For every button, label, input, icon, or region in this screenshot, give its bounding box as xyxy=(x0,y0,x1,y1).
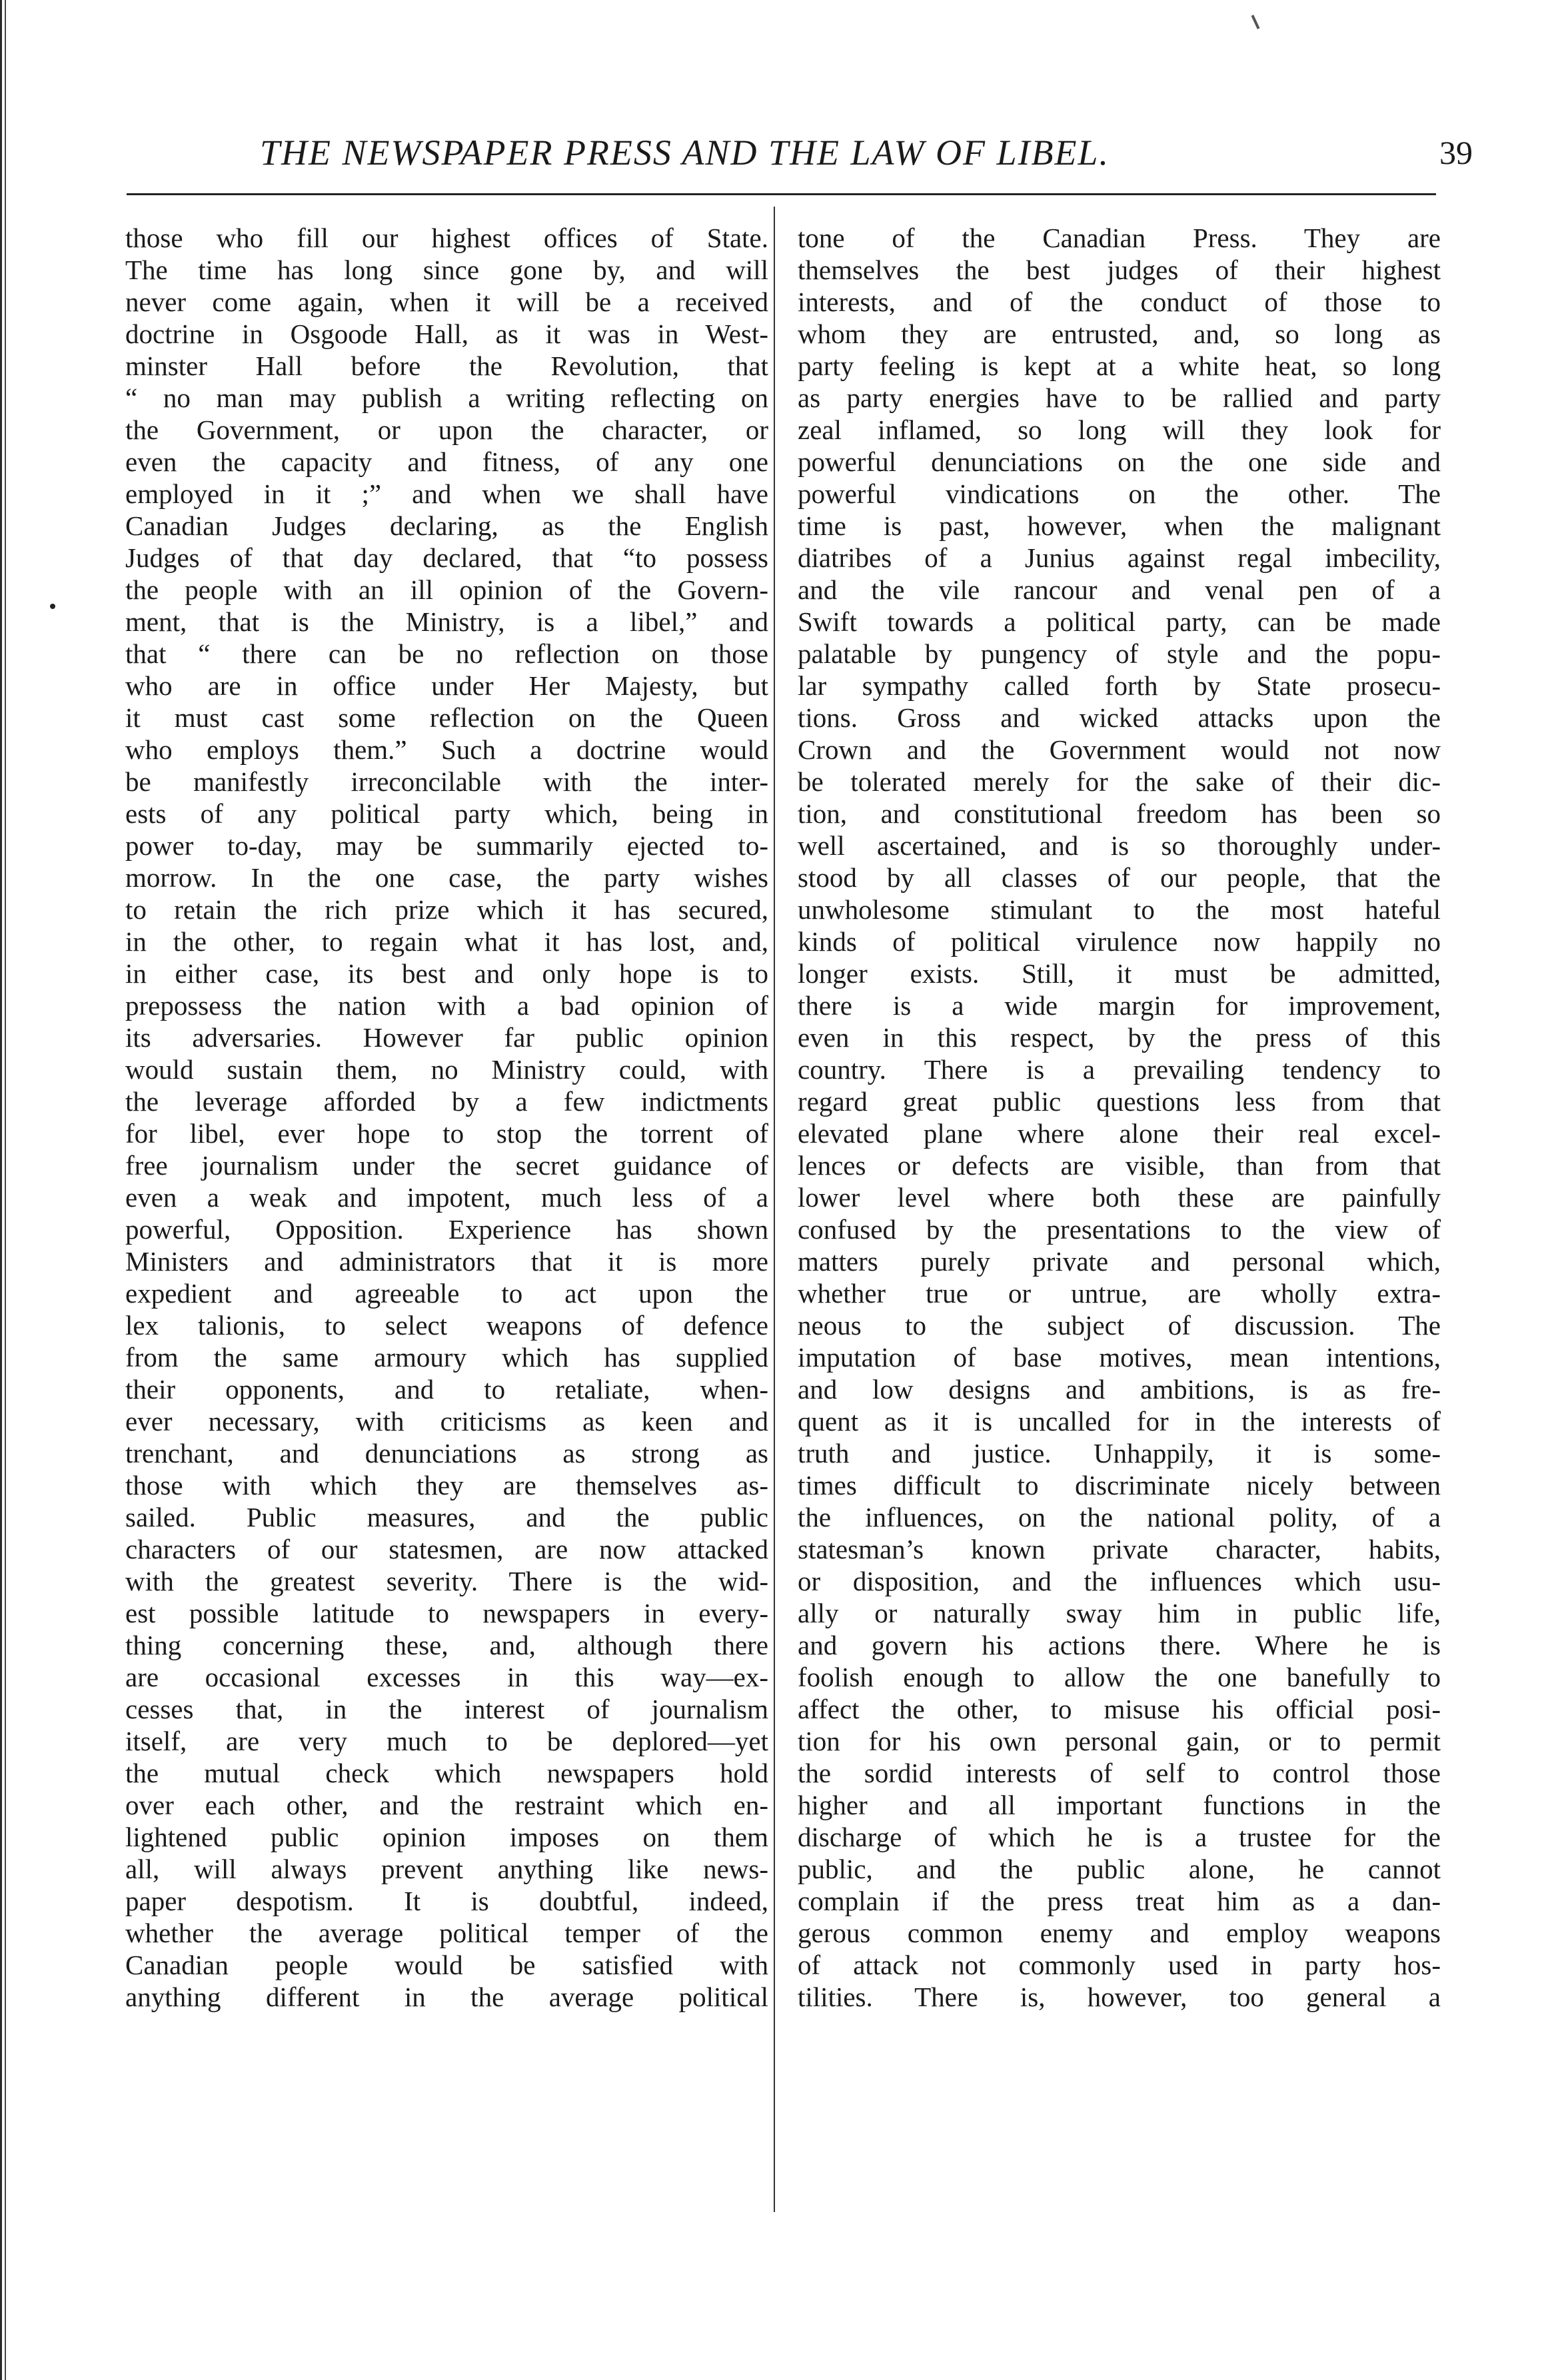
text-line: regard great public questions less from that xyxy=(798,1086,1441,1117)
text-line: even the capacity and fitness, of any one xyxy=(125,446,768,477)
text-line: are occasional excesses in this way—ex- xyxy=(125,1662,768,1692)
binding-edge xyxy=(0,0,9,2380)
text-line: diatribes of a Junius against regal imbecility, xyxy=(798,542,1441,573)
text-line: to retain the rich prize which it has secured, xyxy=(125,894,768,925)
text-line: the influences, on the national polity, of a xyxy=(798,1502,1441,1532)
text-line: lower level where both these are painfully xyxy=(798,1182,1441,1213)
text-line: well ascertained, and is so thoroughly under- xyxy=(798,830,1441,861)
text-line: in either case, its best and only hope is to xyxy=(125,958,768,989)
text-line: who employs them.” Such a doctrine would xyxy=(125,734,768,765)
text-line: “ no man may publish a writing reflecting on xyxy=(125,382,768,413)
text-line: ally or naturally sway him in public life, xyxy=(798,1598,1441,1628)
text-line: never come again, when it will be a received xyxy=(125,287,768,317)
text-line: discharge of which he is a trustee for the xyxy=(798,1822,1441,1852)
text-line: tone of the Canadian Press. They are xyxy=(798,223,1441,253)
text-line: foolish enough to allow the one banefully to xyxy=(798,1662,1441,1692)
text-line: thing concerning these, and, although there xyxy=(125,1630,768,1660)
text-line: Swift towards a political party, can be made xyxy=(798,606,1441,637)
text-line: imputation of base motives, mean intentions, xyxy=(798,1342,1441,1373)
margin-tick xyxy=(1251,15,1260,29)
text-line: who are in office under Her Majesty, but xyxy=(125,670,768,701)
text-line: those with which they are themselves as- xyxy=(125,1470,768,1500)
text-line: whether true or untrue, are wholly extra- xyxy=(798,1278,1441,1309)
text-line: whom they are entrusted, and, so long as xyxy=(798,318,1441,349)
text-line: tion, and constitutional freedom has been so xyxy=(798,798,1441,829)
text-line: tilities. There is, however, too general a xyxy=(798,1982,1441,2012)
text-line: of attack not commonly used in party hos- xyxy=(798,1950,1441,1980)
text-line: free journalism under the secret guidance of xyxy=(125,1150,768,1181)
text-line: unwholesome stimulant to the most hateful xyxy=(798,894,1441,925)
text-line: elevated plane where alone their real excel- xyxy=(798,1118,1441,1149)
text-line: Ministers and administrators that it is more xyxy=(125,1246,768,1277)
text-line: est possible latitude to newspapers in every- xyxy=(125,1598,768,1628)
text-line: complain if the press treat him as a dan- xyxy=(798,1886,1441,1916)
text-line: the sordid interests of self to control those xyxy=(798,1758,1441,1788)
text-line: and the vile rancour and venal pen of a xyxy=(798,574,1441,605)
text-line: times difficult to discriminate nicely between xyxy=(798,1470,1441,1500)
text-line: anything different in the average political xyxy=(125,1982,768,2012)
text-line: paper despotism. It is doubtful, indeed, xyxy=(125,1886,768,1916)
text-line: stood by all classes of our people, that the xyxy=(798,862,1441,893)
text-line: and govern his actions there. Where he is xyxy=(798,1630,1441,1660)
text-line: the people with an ill opinion of the Govern- xyxy=(125,574,768,605)
text-line: ever necessary, with criticisms as keen and xyxy=(125,1406,768,1437)
text-line: powerful vindications on the other. The xyxy=(798,478,1441,509)
header-rule xyxy=(127,193,1436,195)
text-line: lightened public opinion imposes on them xyxy=(125,1822,768,1852)
page-header xyxy=(127,132,1473,179)
text-line: the mutual check which newspapers hold xyxy=(125,1758,768,1788)
text-line: with the greatest severity. There is the wid- xyxy=(125,1566,768,1596)
text-line: morrow. In the one case, the party wishes xyxy=(125,862,768,893)
text-line: powerful denunciations on the one side and xyxy=(798,446,1441,477)
text-line: themselves the best judges of their highest xyxy=(798,255,1441,285)
text-line: affect the other, to misuse his official posi- xyxy=(798,1694,1441,1724)
text-line: in the other, to regain what it has lost, and, xyxy=(125,926,768,957)
text-line: kinds of political virulence now happily no xyxy=(798,926,1441,957)
column-divider xyxy=(774,207,775,2212)
text-line: there is a wide margin for improvement, xyxy=(798,990,1441,1021)
text-line: lar sympathy called forth by State prosecu- xyxy=(798,670,1441,701)
text-line: Crown and the Government would not now xyxy=(798,734,1441,765)
text-line: the leverage afforded by a few indictments xyxy=(125,1086,768,1117)
page-number: 39 xyxy=(1439,134,1473,171)
text-line: their opponents, and to retaliate, when- xyxy=(125,1374,768,1405)
text-line: interests, and of the conduct of those to xyxy=(798,287,1441,317)
text-line: characters of our statesmen, are now attacked xyxy=(125,1534,768,1564)
text-line: from the same armoury which has supplied xyxy=(125,1342,768,1373)
text-line: higher and all important functions in the xyxy=(798,1790,1441,1820)
text-line: neous to the subject of discussion. The xyxy=(798,1310,1441,1341)
right-column xyxy=(798,222,1441,2013)
text-line: be tolerated merely for the sake of their dic- xyxy=(798,766,1441,797)
text-line: those who fill our highest offices of State. xyxy=(125,223,768,253)
text-line: ests of any political party which, being in xyxy=(125,798,768,829)
text-line: that “ there can be no reflection on those xyxy=(125,638,768,669)
text-line: its adversaries. However far public opinion xyxy=(125,1022,768,1053)
text-line: it must cast some reflection on the Queen xyxy=(125,702,768,733)
text-line: confused by the presentations to the view of xyxy=(798,1214,1441,1245)
text-line: tion for his own personal gain, or to permit xyxy=(798,1726,1441,1756)
left-column xyxy=(125,222,768,2013)
text-line: powerful, Opposition. Experience has shown xyxy=(125,1214,768,1245)
text-line: tions. Gross and wicked attacks upon the xyxy=(798,702,1441,733)
text-line: statesman’s known private character, habits, xyxy=(798,1534,1441,1564)
text-line: time is past, however, when the malignant xyxy=(798,510,1441,541)
text-line: sailed. Public measures, and the public xyxy=(125,1502,768,1532)
text-line: whether the average political temper of the xyxy=(125,1918,768,1948)
text-line: itself, are very much to be deplored—yet xyxy=(125,1726,768,1756)
text-line: and low designs and ambitions, is as fre- xyxy=(798,1374,1441,1405)
text-line: over each other, and the restraint which en- xyxy=(125,1790,768,1820)
text-line: Canadian people would be satisfied with xyxy=(125,1950,768,1980)
text-line: quent as it is uncalled for in the interests of xyxy=(798,1406,1441,1437)
margin-dot xyxy=(50,604,55,609)
text-line: as party energies have to be rallied and party xyxy=(798,382,1441,413)
text-line: Judges of that day declared, that “to possess xyxy=(125,542,768,573)
text-line: or disposition, and the influences which usu- xyxy=(798,1566,1441,1596)
text-line: be manifestly irreconcilable with the inter- xyxy=(125,766,768,797)
text-line: doctrine in Osgoode Hall, as it was in West- xyxy=(125,318,768,349)
text-line: longer exists. Still, it must be admitted, xyxy=(798,958,1441,989)
text-line: public, and the public alone, he cannot xyxy=(798,1854,1441,1884)
text-line: lex talionis, to select weapons of defence xyxy=(125,1310,768,1341)
running-title: THE NEWSPAPER PRESS AND THE LAW OF LIBEL. xyxy=(260,133,1110,173)
text-line: expedient and agreeable to act upon the xyxy=(125,1278,768,1309)
text-line: ment, that is the Ministry, is a libel,” and xyxy=(125,606,768,637)
text-line: Canadian Judges declaring, as the English xyxy=(125,510,768,541)
text-line: The time has long since gone by, and will xyxy=(125,255,768,285)
text-line: matters purely private and personal which, xyxy=(798,1246,1441,1277)
text-line: truth and justice. Unhappily, it is some- xyxy=(798,1438,1441,1469)
text-line: for libel, ever hope to stop the torrent of xyxy=(125,1118,768,1149)
text-line: the Government, or upon the character, or xyxy=(125,414,768,445)
text-line: lences or defects are visible, than from that xyxy=(798,1150,1441,1181)
text-line: palatable by pungency of style and the popu- xyxy=(798,638,1441,669)
text-line: zeal inflamed, so long will they look for xyxy=(798,414,1441,445)
text-line: minster Hall before the Revolution, that xyxy=(125,350,768,381)
text-line: all, will always prevent anything like news- xyxy=(125,1854,768,1884)
text-line: power to-day, may be summarily ejected to- xyxy=(125,830,768,861)
text-line: even in this respect, by the press of this xyxy=(798,1022,1441,1053)
text-line: prepossess the nation with a bad opinion of xyxy=(125,990,768,1021)
text-line: country. There is a prevailing tendency to xyxy=(798,1054,1441,1085)
text-line: would sustain them, no Ministry could, with xyxy=(125,1054,768,1085)
text-line: employed in it ;” and when we shall have xyxy=(125,478,768,509)
text-line: gerous common enemy and employ weapons xyxy=(798,1918,1441,1948)
text-line: cesses that, in the interest of journalism xyxy=(125,1694,768,1724)
text-line: even a weak and impotent, much less of a xyxy=(125,1182,768,1213)
text-line: party feeling is kept at a white heat, so long xyxy=(798,350,1441,381)
text-line: trenchant, and denunciations as strong as xyxy=(125,1438,768,1469)
